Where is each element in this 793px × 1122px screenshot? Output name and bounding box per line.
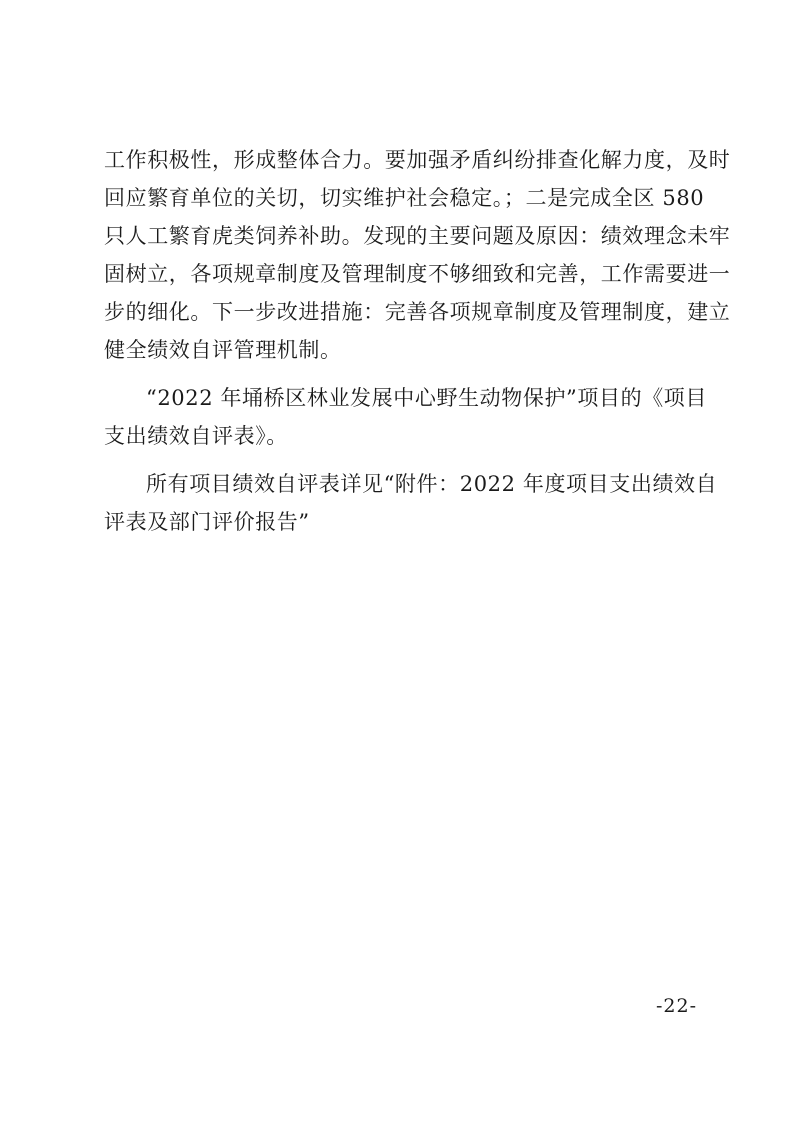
paragraph-2-line-1: “2022 年埇桥区林业发展中心野生动物保护”项目的《项目	[146, 386, 707, 410]
paragraph-3-line-1: 所有项目绩效自评表详见“附件：2022 年度项目支出绩效自	[146, 472, 718, 496]
paragraph-1-line-2: 回应繁育单位的关切，切实维护社会稳定。；二是完成全区 580	[104, 186, 705, 210]
page-number: -22-	[656, 995, 698, 1017]
paragraph-1-line-5: 步的细化。下一步改进措施：完善各项规章制度及管理制度，建立	[104, 300, 731, 324]
paragraph-1-line-4: 固树立，各项规章制度及管理制度不够细致和完善，工作需要进一	[104, 262, 731, 286]
paragraph-1-line-1: 工作积极性，形成整体合力。要加强矛盾纠纷排查化解力度，及时	[104, 148, 731, 172]
paragraph-1-line-3: 只人工繁育虎类饲养补助。发现的主要问题及原因：绩效理念未牢	[104, 224, 731, 248]
paragraph-2-line-2: 支出绩效自评表》。	[104, 424, 288, 448]
paragraph-1-line-6: 健全绩效自评管理机制。	[104, 338, 342, 362]
paragraph-3-line-2: 评表及部门评价报告”	[104, 510, 310, 534]
